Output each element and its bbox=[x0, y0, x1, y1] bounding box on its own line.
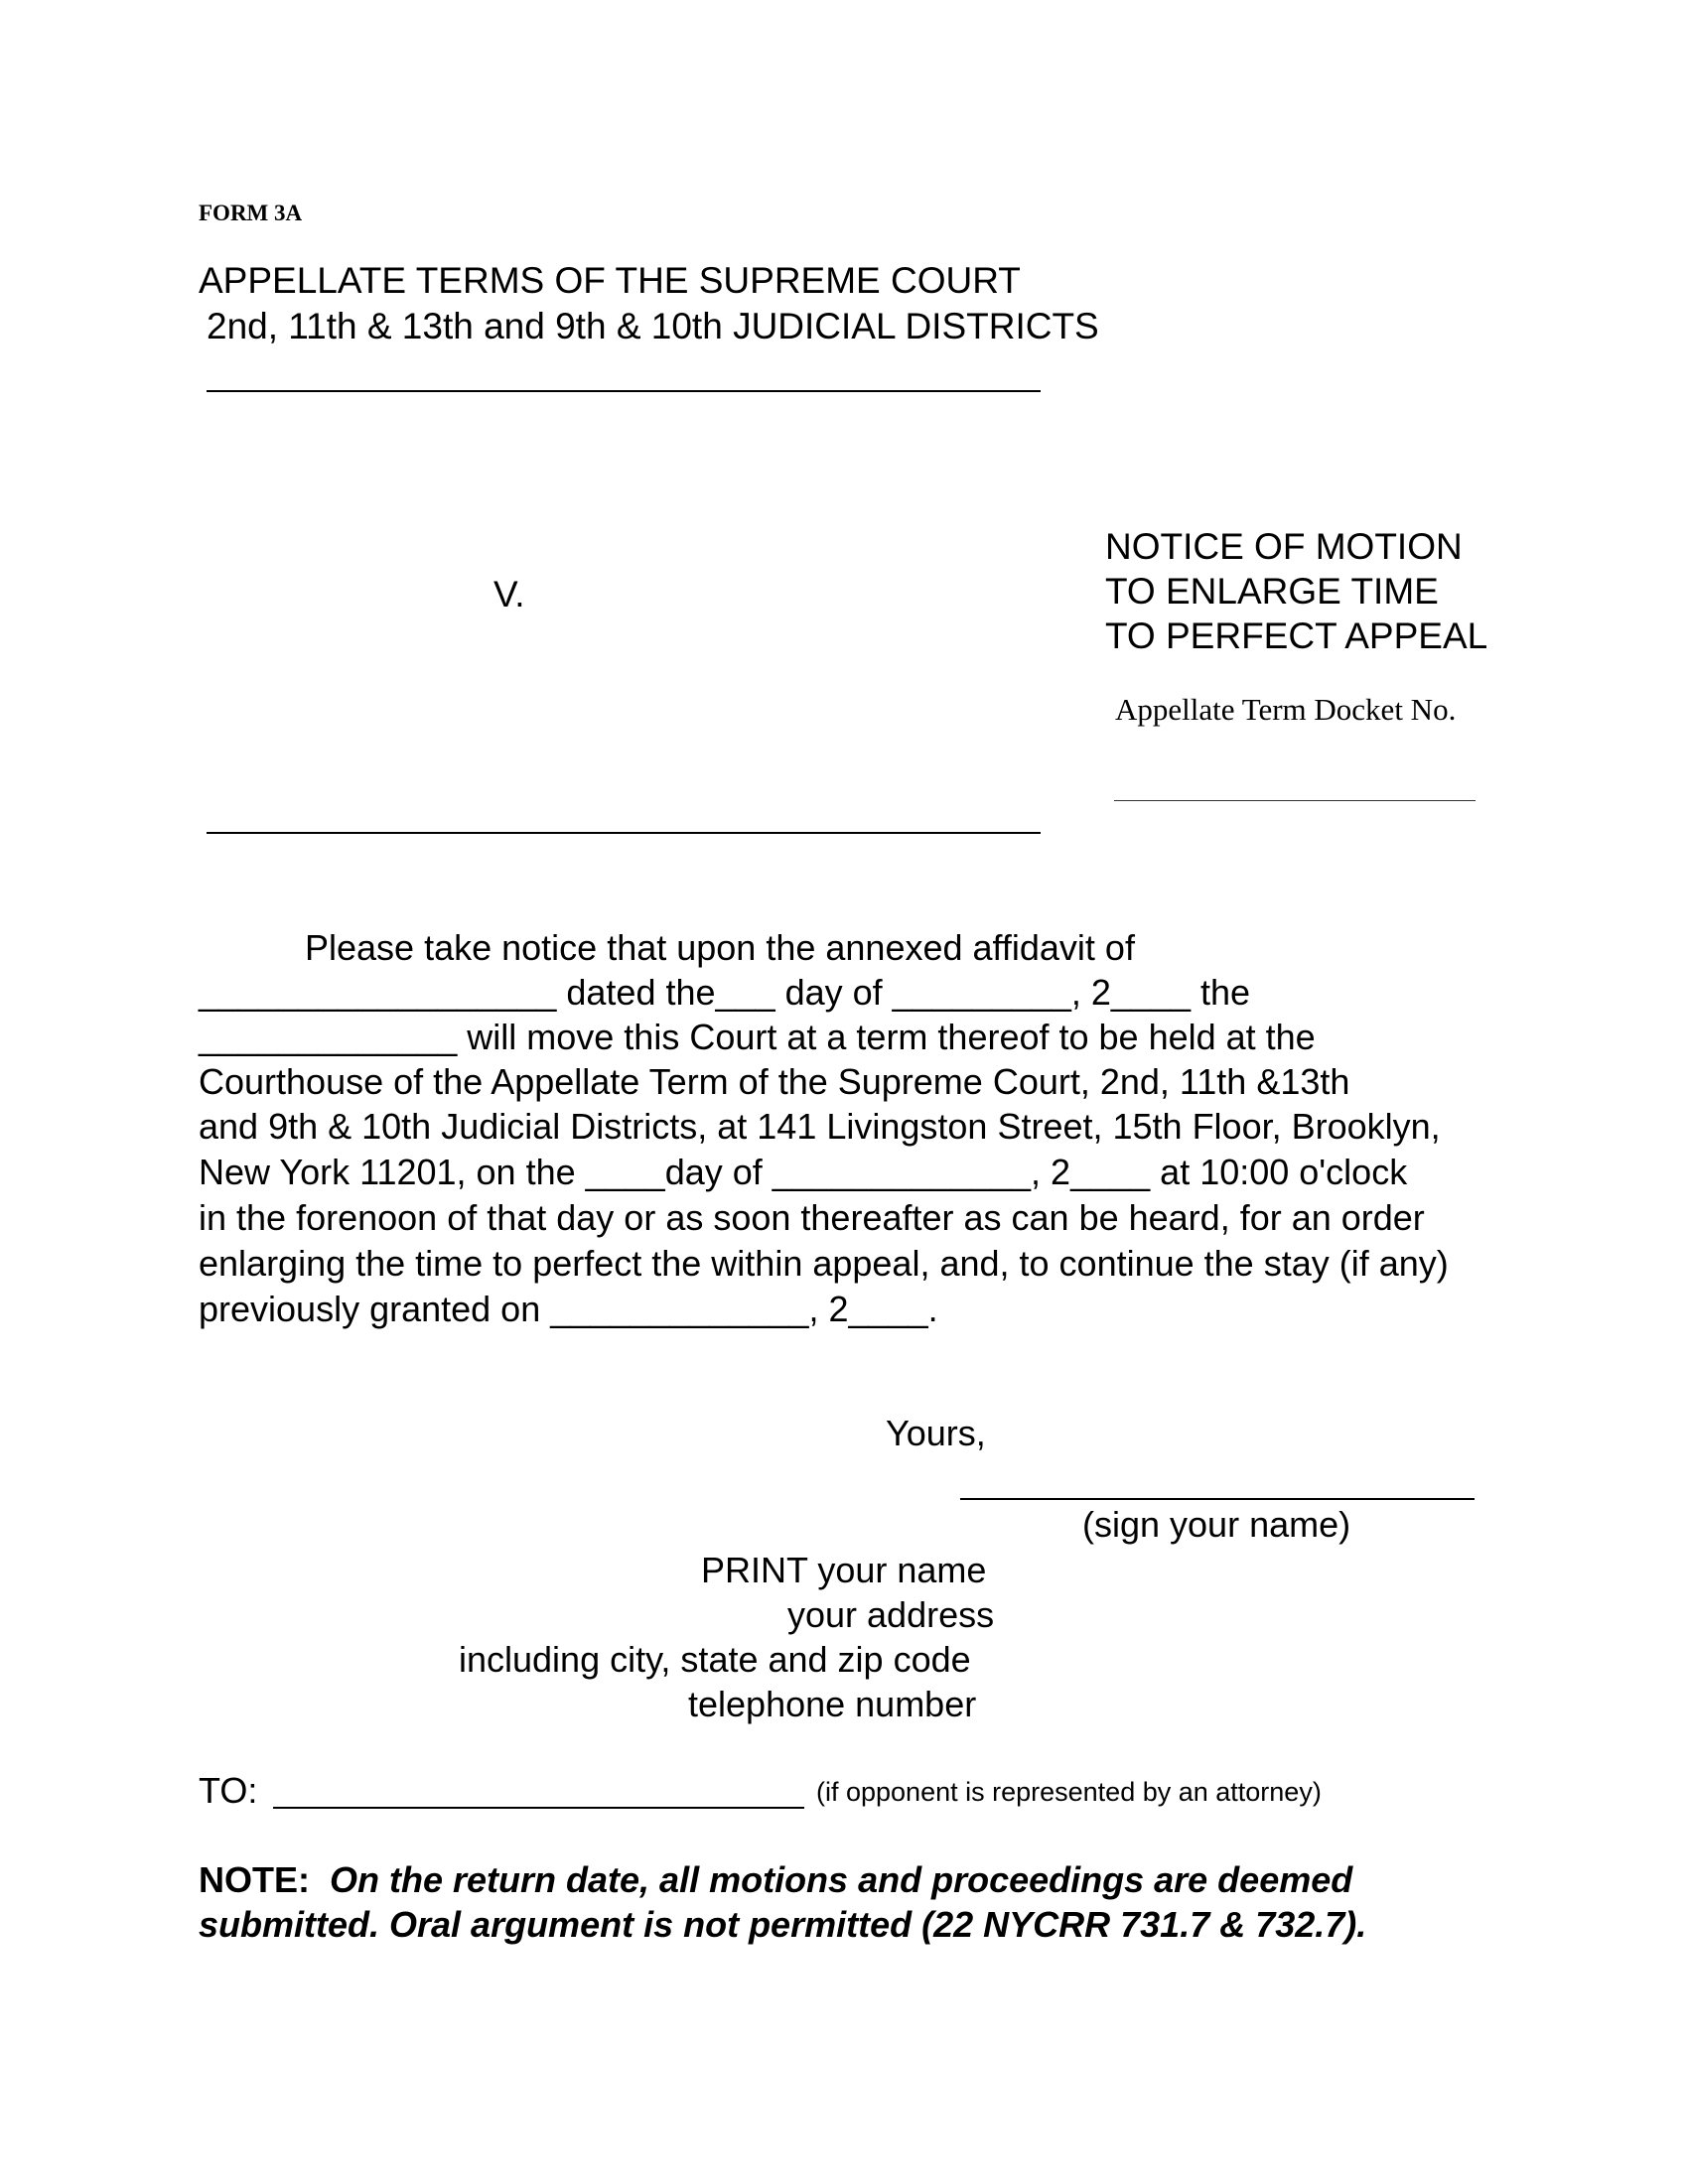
print-name-label: PRINT your name bbox=[701, 1550, 987, 1590]
recipient-note: (if opponent is represented by an attorney) bbox=[816, 1777, 1322, 1807]
document-title-line2: TO ENLARGE TIME bbox=[1105, 571, 1439, 612]
body-text-line: Courthouse of the Appellate Term of the Supreme Court, 2nd, 11th &13th bbox=[199, 1061, 1350, 1102]
note-line1 bbox=[199, 1859, 1352, 1901]
signature-blank-line[interactable] bbox=[960, 1498, 1475, 1500]
court-name-line1: APPELLATE TERMS OF THE SUPREME COURT bbox=[199, 260, 1021, 301]
closing-salutation: Yours, bbox=[886, 1413, 986, 1453]
address-label: your address bbox=[787, 1594, 995, 1635]
respondent-name-blank-line[interactable] bbox=[207, 832, 1041, 834]
versus-label: V. bbox=[493, 574, 525, 614]
body-text-line: in the forenoon of that day or as soon thereafter as can be heard, for an order bbox=[199, 1197, 1425, 1238]
form-number-label: FORM 3A bbox=[199, 201, 303, 225]
appellant-name-blank-line[interactable] bbox=[207, 390, 1041, 392]
note-label: NOTE: bbox=[199, 1859, 310, 1900]
body-text-line: enlarging the time to perfect the within appeal, and, to continue the stay (if any) bbox=[199, 1243, 1449, 1284]
city-state-zip-label: including city, state and zip code bbox=[459, 1639, 971, 1680]
to-label: TO: bbox=[199, 1770, 258, 1811]
signature-caption: (sign your name) bbox=[1082, 1504, 1351, 1545]
docket-number-label: Appellate Term Docket No. bbox=[1115, 692, 1457, 727]
document-title-line3: TO PERFECT APPEAL bbox=[1105, 615, 1488, 656]
document-title-line1: NOTICE OF MOTION bbox=[1105, 526, 1463, 567]
body-text-line: _____________ will move this Court at a term thereof to be held at the bbox=[199, 1017, 1316, 1057]
note-text-line2: submitted. Oral argument is not permitted (22 NYCRR 731.7 & 732.7). bbox=[199, 1904, 1367, 1945]
note-text-line1: On the return date, all motions and proceedings are deemed bbox=[330, 1859, 1353, 1900]
body-text-line: previously granted on _____________, 2____. bbox=[199, 1289, 938, 1329]
body-text-line: New York 11201, on the ____day of _____________, 2____ at 10:00 o'clock bbox=[199, 1152, 1408, 1192]
court-name-line2: 2nd, 11th & 13th and 9th & 10th JUDICIAL DISTRICTS bbox=[207, 306, 1099, 346]
body-text-line: __________________ dated the___ day of _________, 2____ the bbox=[199, 972, 1251, 1013]
telephone-label: telephone number bbox=[688, 1684, 977, 1724]
recipient-blank-line[interactable] bbox=[273, 1807, 804, 1809]
docket-number-blank-line[interactable] bbox=[1114, 800, 1476, 801]
body-text-line: Please take notice that upon the annexed affidavit of bbox=[305, 927, 1135, 968]
body-text-line: and 9th & 10th Judicial Districts, at 141 Livingston Street, 15th Floor, Brooklyn, bbox=[199, 1106, 1441, 1147]
